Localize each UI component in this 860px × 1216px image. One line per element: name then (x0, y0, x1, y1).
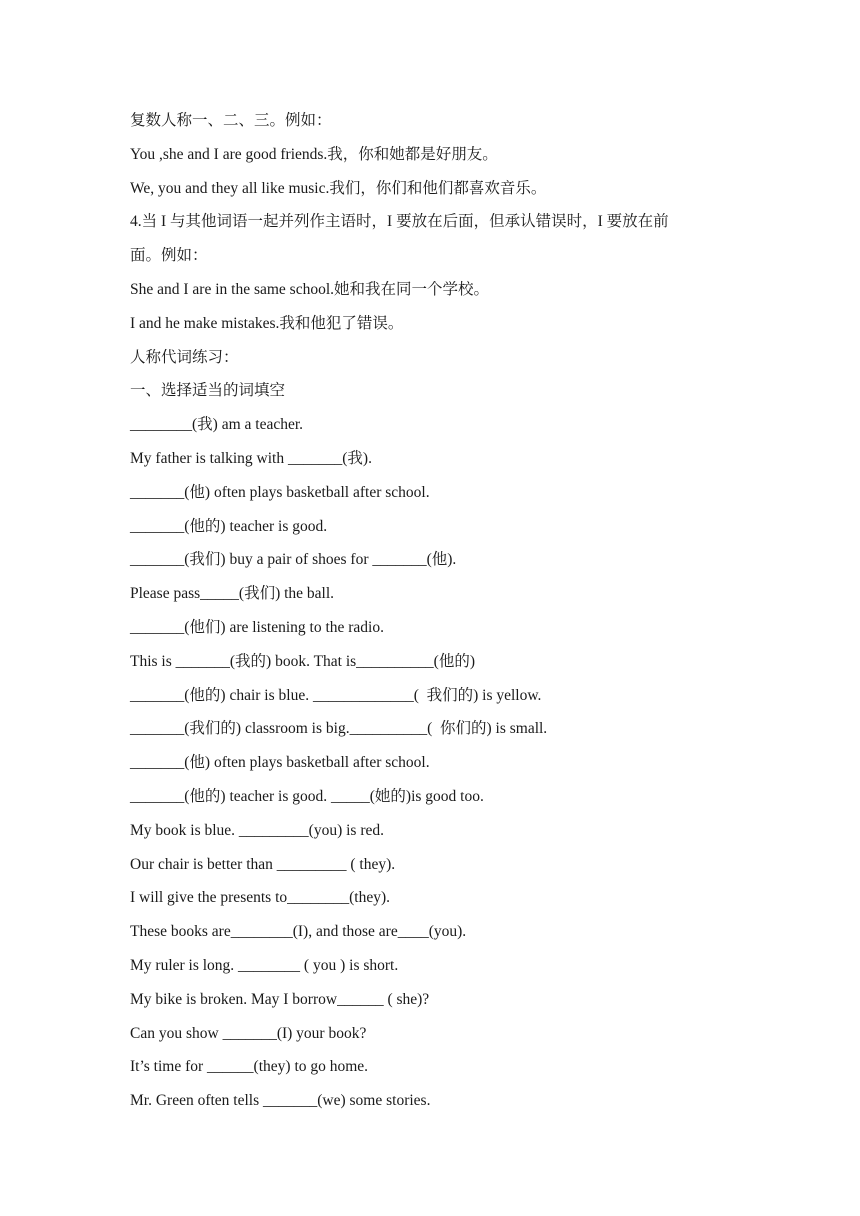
exercise-item: My father is talking with _______(我). (130, 449, 372, 467)
text-line: 复数人称一、二、三。例如： (130, 112, 332, 129)
exercise-item: _______(他) often plays basketball after school. (130, 483, 430, 501)
exercise-item: _______(他的) teacher is good. _____(她的)is good too. (130, 787, 484, 805)
exercise-item: _______(他) often plays basketball after school. (130, 754, 430, 772)
rule-line-continued: 面。例如： (130, 247, 208, 265)
document-body (130, 104, 740, 1118)
exercise-item: Our chair is better than _________ ( they). (130, 855, 396, 873)
example-line: I and he make mistakes.我和他犯了错误。 (130, 314, 404, 332)
exercise-item: _______(他的) chair is blue. _____________( 我们的) is yellow. (130, 686, 542, 704)
exercise-item: _______(我们的) classroom is big.__________( 你们的) is small. (130, 720, 548, 738)
exercise-item: My ruler is long. ________ ( you ) is short. (130, 956, 399, 974)
exercise-item: Please pass_____(我们) the ball. (130, 585, 335, 603)
section-heading: 人称代词练习： (130, 348, 239, 366)
exercise-item: Mr. Green often tells _______(we) some stories. (130, 1092, 431, 1110)
exercise-item: _______(他们) are listening to the radio. (130, 618, 384, 636)
example-line: You ,she and I are good friends.我，你和她都是好朋友。 (130, 145, 498, 163)
exercise-item: My book is blue. _________(you) is red. (130, 821, 385, 839)
exercise-item: _______(他的) teacher is good. (130, 517, 328, 535)
exercise-item: ________(我) am a teacher. (130, 416, 304, 434)
example-line: She and I are in the same school.她和我在同一个学校。 (130, 280, 490, 298)
example-line: We, you and they all like music.我们，你们和他们都喜欢音乐。 (130, 179, 547, 197)
exercise-item: This is _______(我的) book. That is__________(他的) (130, 652, 476, 670)
exercise-item: _______(我们) buy a pair of shoes for _______(他). (130, 551, 457, 569)
exercise-item: These books are________(I), and those are____(you). (130, 923, 467, 941)
rule-line: 4.当 I 与其他词语一起并列作主语时，I 要放在后面，但承认错误时，I 要放在前 (130, 213, 669, 231)
exercise-item: Can you show _______(I) your book? (130, 1024, 367, 1042)
exercise-item: It’s time for ______(they) to go home. (130, 1058, 369, 1076)
exercise-item: My bike is broken. May I borrow______ ( she)? (130, 990, 430, 1008)
exercise-heading: 一、选择适当的词填空 (130, 382, 286, 400)
exercise-item: I will give the presents to________(they). (130, 889, 391, 907)
